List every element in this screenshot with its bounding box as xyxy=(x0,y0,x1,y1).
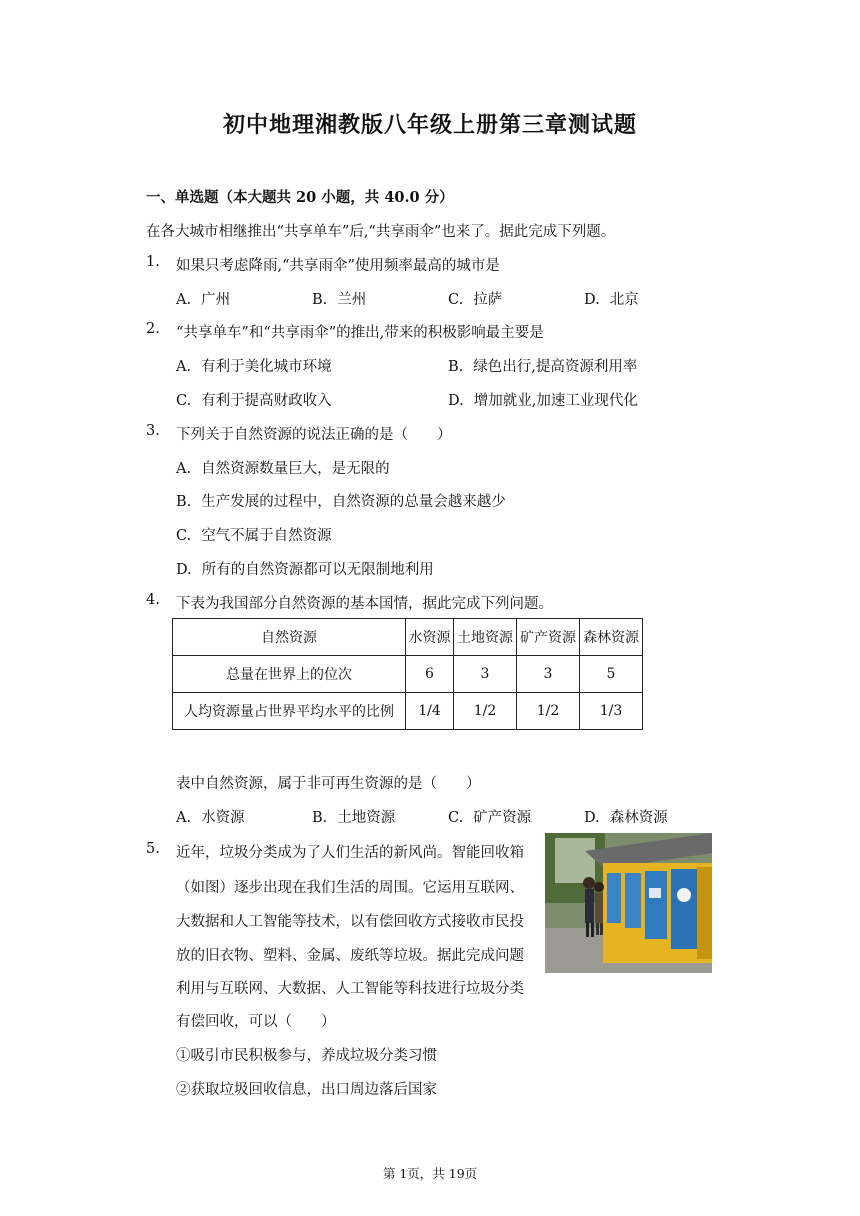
option-label: A. xyxy=(176,292,192,308)
option-label: B. xyxy=(312,292,328,308)
option-label: B. xyxy=(176,494,192,510)
table-cell: 总量在世界上的位次 xyxy=(173,656,406,693)
option-label: A. xyxy=(176,810,192,826)
option-label: D. xyxy=(584,292,600,308)
option-label: D. xyxy=(584,810,600,826)
option-text: 有利于美化城市环境 xyxy=(201,359,332,375)
table-cell: 人均资源量占世界平均水平的比例 xyxy=(173,693,406,730)
question-line: 放的旧衣物、塑料、金属、废纸等垃圾。据此完成问题 xyxy=(176,948,524,964)
option-a xyxy=(176,355,332,376)
recycling-bin-illustration xyxy=(545,833,712,973)
option-a xyxy=(176,457,390,478)
question-line: 近年，垃圾分类成为了人们生活的新风尚。智能回收箱 xyxy=(176,845,524,861)
question-line: （如图）逐步出现在我们生活的周围。它运用互联网、 xyxy=(176,880,524,896)
statement-2: ②获取垃圾回收信息，出口周边落后国家 xyxy=(176,1082,437,1098)
option-d xyxy=(448,389,638,410)
option-text: 有利于提高财政收入 xyxy=(201,393,332,409)
page-title: 初中地理湘教版八年级上册第三章测试题 xyxy=(222,112,637,138)
option-c xyxy=(176,389,332,410)
table-cell: 1/3 xyxy=(580,693,643,730)
question-line: 利用与互联网、大数据、人工智能等科技进行垃圾分类 xyxy=(176,981,524,997)
option-text: 自然资源数量巨大，是无限的 xyxy=(201,461,390,477)
question-line: 大数据和人工智能等技术，以有偿回收方式接收市民投 xyxy=(176,914,524,930)
recycling-bin-photo xyxy=(545,833,712,973)
option-label: B. xyxy=(448,359,464,375)
intro-text: 在各大城市相继推出“共享单车”后,“共享雨伞”也来了。据此完成下列题。 xyxy=(146,224,616,240)
option-d xyxy=(584,288,639,309)
table-cell: 1/4 xyxy=(406,693,454,730)
table-header-cell: 森林资源 xyxy=(580,619,643,656)
option-a xyxy=(176,806,245,827)
option-label: B. xyxy=(312,810,328,826)
table-cell: 6 xyxy=(406,656,454,693)
table-cell: 5 xyxy=(580,656,643,693)
option-b xyxy=(176,490,506,511)
option-text: 空气不属于自然资源 xyxy=(201,528,332,544)
page-footer: 第 1页，共 19页 xyxy=(382,1166,478,1181)
sub-question-text: 表中自然资源，属于非可再生资源的是（ ） xyxy=(176,776,481,792)
option-text: 兰州 xyxy=(337,292,367,308)
table-header-cell: 水资源 xyxy=(406,619,454,656)
option-text: 矿产资源 xyxy=(473,810,532,826)
question-text: 下列关于自然资源的说法正确的是（ ） xyxy=(176,427,452,443)
option-text: 生产发展的过程中，自然资源的总量会越来越少 xyxy=(201,494,506,510)
option-label: D. xyxy=(448,393,464,409)
table-cell: 3 xyxy=(517,656,580,693)
option-label: A. xyxy=(176,359,192,375)
question-text: “共享单车”和“共享雨伞”的推出,带来的积极影响最主要是 xyxy=(176,325,544,341)
option-label: C. xyxy=(448,292,464,308)
question-text: 下表为我国部分自然资源的基本国情，据此完成下列问题。 xyxy=(176,596,553,612)
option-c xyxy=(448,288,502,309)
option-label: C. xyxy=(176,528,192,544)
option-c xyxy=(176,524,332,545)
question-number: 5. xyxy=(146,841,160,857)
option-d xyxy=(584,806,668,827)
question-number: 2. xyxy=(146,321,160,337)
option-b xyxy=(312,288,366,309)
question-number: 4. xyxy=(146,592,160,608)
table-header-row xyxy=(173,619,643,656)
table-header-cell: 土地资源 xyxy=(454,619,517,656)
option-a xyxy=(176,288,230,309)
question-number: 1. xyxy=(146,254,160,270)
option-text: 广州 xyxy=(201,292,231,308)
option-label: C. xyxy=(176,393,192,409)
option-label: D. xyxy=(176,562,192,578)
table-row xyxy=(173,656,643,693)
table-header-cell: 矿产资源 xyxy=(517,619,580,656)
section-heading: 一、单选题（本大题共 20 小题，共 40.0 分） xyxy=(146,189,454,206)
table-cell: 1/2 xyxy=(454,693,517,730)
question-text: 如果只考虑降雨,“共享雨伞”使用频率最高的城市是 xyxy=(176,258,500,274)
table-row xyxy=(173,693,643,730)
option-b xyxy=(448,355,637,376)
option-text: 所有的自然资源都可以无限制地利用 xyxy=(201,562,434,578)
option-text: 森林资源 xyxy=(609,810,668,826)
table-header-cell: 自然资源 xyxy=(173,619,406,656)
option-b xyxy=(312,806,395,827)
table-cell: 1/2 xyxy=(517,693,580,730)
question-number: 3. xyxy=(146,423,160,439)
statement-1: ①吸引市民积极参与，养成垃圾分类习惯 xyxy=(176,1048,437,1064)
option-label: C. xyxy=(448,810,464,826)
question-line: 有偿回收，可以（ ） xyxy=(176,1014,336,1030)
option-c xyxy=(448,806,531,827)
resource-table xyxy=(172,618,643,730)
option-d xyxy=(176,558,434,579)
table-cell: 3 xyxy=(454,656,517,693)
option-text: 增加就业,加速工业现代化 xyxy=(473,393,638,409)
option-text: 土地资源 xyxy=(337,810,396,826)
option-text: 绿色出行,提高资源利用率 xyxy=(473,359,638,375)
option-text: 拉萨 xyxy=(473,292,503,308)
option-label: A. xyxy=(176,461,192,477)
option-text: 北京 xyxy=(609,292,639,308)
option-text: 水资源 xyxy=(201,810,245,826)
